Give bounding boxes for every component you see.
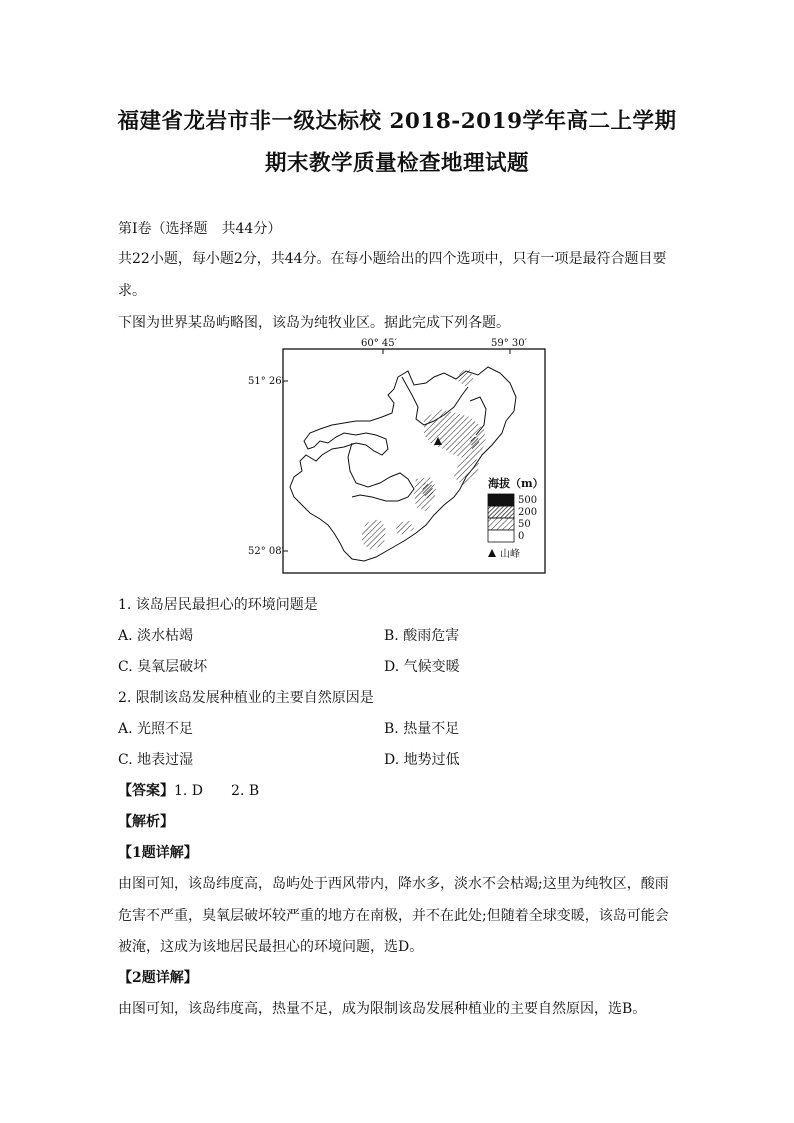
legend-peak-icon (488, 549, 496, 557)
question-1-stem: 1. 该岛居民最担心的环境问题是 (118, 597, 318, 613)
question-intro: 下图为世界某岛屿略图，该岛为纯牧业区。据此完成下列各题。 (118, 315, 510, 331)
answer-line (118, 780, 259, 800)
document-title-line-1: 福建省龙岩市非一级达标校 2018-2019学年高二上学期 (117, 109, 677, 134)
legend-value-50: 50 (518, 519, 531, 530)
analysis-q2-label: 【2题详解】 (118, 970, 198, 986)
question-2-option-d: D. 地势过低 (384, 752, 460, 768)
legend-title: 海拔（m） (488, 477, 544, 490)
legend-value-0: 0 (518, 531, 525, 542)
instruction-line-2: 求。 (118, 283, 146, 299)
lat-label-1: 51° 26′ (248, 376, 284, 387)
lat-label-2: 52° 08′ (248, 546, 284, 557)
analysis-label: 【解析】 (118, 814, 174, 830)
lon-label-1: 60° 45′ (361, 338, 397, 349)
inner-inlet-west (348, 443, 414, 501)
elevation-50m-area-mid (454, 455, 480, 485)
legend-swatch-50 (488, 518, 514, 530)
question-2-option-c: C. 地表过湿 (118, 752, 194, 768)
section-heading: 第Ⅰ卷（选择题 共44分） (118, 221, 282, 237)
question-2-option-a: A. 光照不足 (118, 721, 194, 737)
analysis-q2-line-1: 由图可知，该岛纬度高，热量不足，成为限制该岛发展种植业的主要自然原因，选B。 (118, 1001, 647, 1017)
question-1-option-b: B. 酸雨危害 (384, 628, 460, 644)
answer-label: 【答案】 (118, 783, 174, 799)
legend-swatch-200 (488, 506, 514, 518)
question-1-option-c: C. 臭氧层破坏 (118, 659, 208, 675)
legend-swatch-500 (488, 494, 514, 506)
instruction-line-1: 共22小题，每小题2分，共44分。在每小题给出的四个选项中，只有一项是最符合题目要 (118, 251, 667, 267)
answer-text: 1. D 2. B (174, 783, 260, 799)
question-1-option-a: A. 淡水枯竭 (118, 628, 194, 644)
analysis-q1-line-1: 由图可知，该岛纬度高，岛屿处于西风带内，降水多，淡水不会枯竭;这里为纯牧区，酸雨 (118, 876, 669, 892)
elevation-50m-area-northeast (458, 369, 474, 387)
document-title-line-2: 期末教学质量检查地理试题 (264, 151, 529, 176)
legend-swatch-0 (488, 530, 514, 542)
lon-label-2: 59° 30′ (491, 338, 527, 349)
question-1-option-d: D. 气候变暖 (384, 659, 460, 675)
analysis-q1-line-3: 被淹，这成为该地居民最担心的环境问题，选D。 (118, 939, 424, 955)
question-2-stem: 2. 限制该岛发展种植业的主要自然原因是 (118, 690, 374, 706)
legend-value-500: 500 (518, 495, 538, 506)
legend-value-200: 200 (518, 507, 538, 518)
elevation-50m-area-southeast (396, 521, 414, 535)
elevation-50m-area-south (362, 519, 386, 551)
elevation-50m-area-north (424, 409, 486, 459)
legend-peak-label: 山峰 (500, 549, 520, 560)
question-2-option-b: B. 热量不足 (384, 721, 460, 737)
analysis-q1-line-2: 危害不严重，臭氧层破坏较严重的地方在南极，并不在此处;但随着全球变暖，该岛可能会 (118, 908, 669, 924)
island-map (248, 337, 548, 577)
analysis-q1-label: 【1题详解】 (118, 845, 198, 861)
